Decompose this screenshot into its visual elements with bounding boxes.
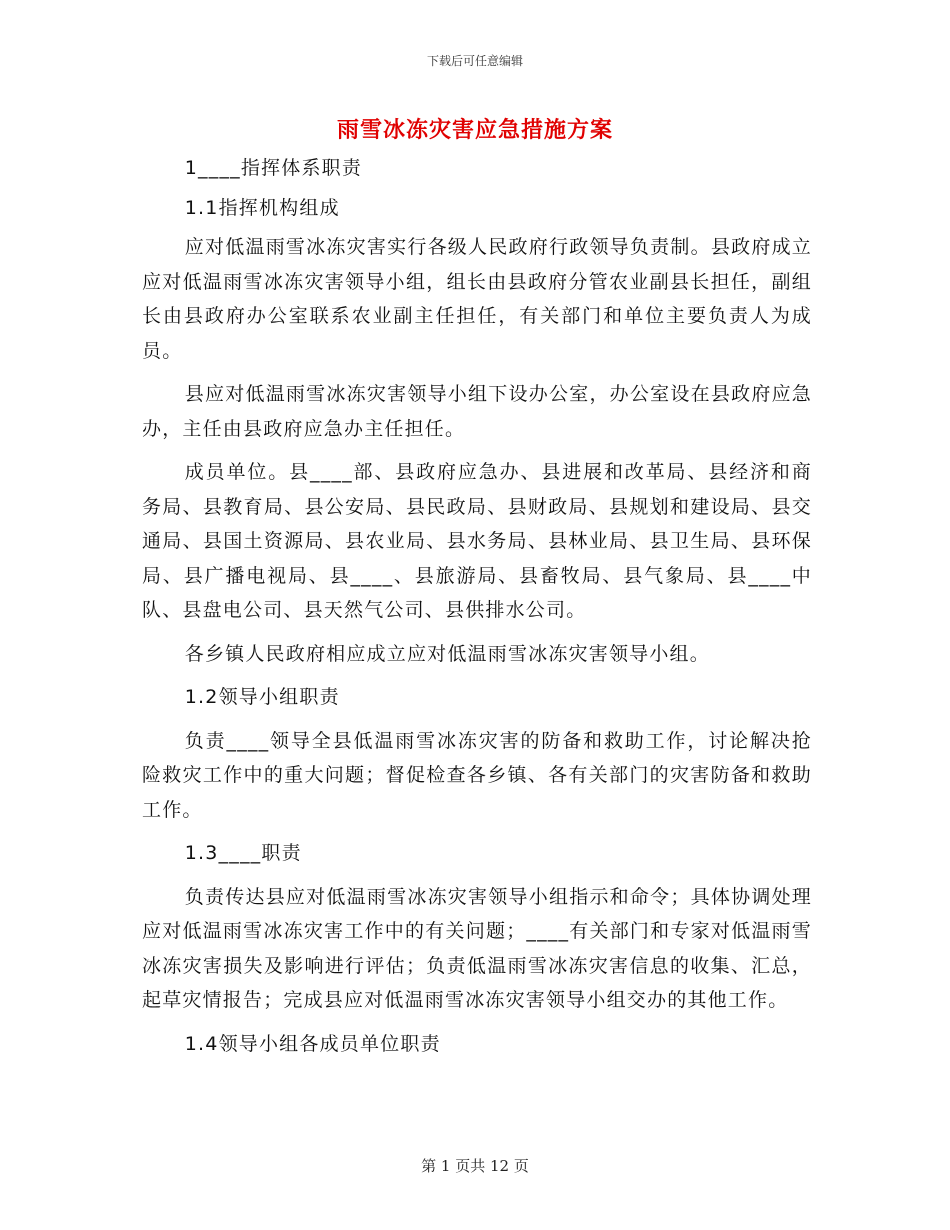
body-paragraph: 负责传达县应对低温雨雪冰冻灾害领导小组指示和命令；具体协调处理应对低温雨雪冰冻灾害工作中的有关问题；____有关部门和专家对低温雨雪冰冻灾害损失及影响进行评估；负责低温雨雪冰冻灾害信息的收集、汇总，起草灾情报告；完成县应对低温雨雪冰冻灾害领导小组交办的其他工作。 — [142, 885, 812, 1011]
subsection-heading: 1.1指挥机构组成 — [184, 196, 340, 219]
subsection-heading: 1.3____职责 — [184, 842, 302, 864]
body-paragraph: 各乡镇人民政府相应成立应对低温雨雪冰冻灾害领导小组。 — [184, 642, 710, 665]
body-paragraph: 应对低温雨雪冰冻灾害实行各级人民政府行政领导负责制。县政府成立应对低温雨雪冰冻灾害领导小组，组长由县政府分管农业副县长担任，副组长由县政府办公室联系农业副主任担任，有关部门和单位主要负责人为成员。 — [142, 236, 812, 362]
page-number: 第 1 页共 12 页 — [421, 1157, 529, 1175]
subsection-heading: 1.4领导小组各成员单位职责 — [184, 1032, 441, 1055]
subsection-heading: 1.2领导小组职责 — [184, 686, 340, 708]
section-heading: 1____指挥体系职责 — [184, 157, 363, 179]
body-paragraph: 负责____领导全县低温雨雪冰冻灾害的防备和救助工作，讨论解决抢险救灾工作中的重大问题；督促检查各乡镇、各有关部门的灾害防备和救助工作。 — [142, 729, 812, 821]
body-paragraph: 县应对低温雨雪冰冻灾害领导小组下设办公室，办公室设在县政府应急办，主任由县政府应急办主任担任。 — [142, 383, 812, 440]
page-header-note: 下载后可任意编辑 — [426, 54, 523, 68]
document-body — [142, 151, 812, 1070]
document-title: 雨雪冰冻灾害应急措施方案 — [336, 118, 613, 143]
body-paragraph: 成员单位。县____部、县政府应急办、县进展和改革局、县经济和商务局、县教育局、县公安局、县民政局、县财政局、县规划和建设局、县交通局、县国土资源局、县农业局、县水务局、县林业局、县卫生局、县环保局、县广播电视局、县____、县旅游局、县畜牧局、县气象局、县____中队、县盘电公司、县天然气公司、县供排水公司。 — [142, 461, 812, 621]
